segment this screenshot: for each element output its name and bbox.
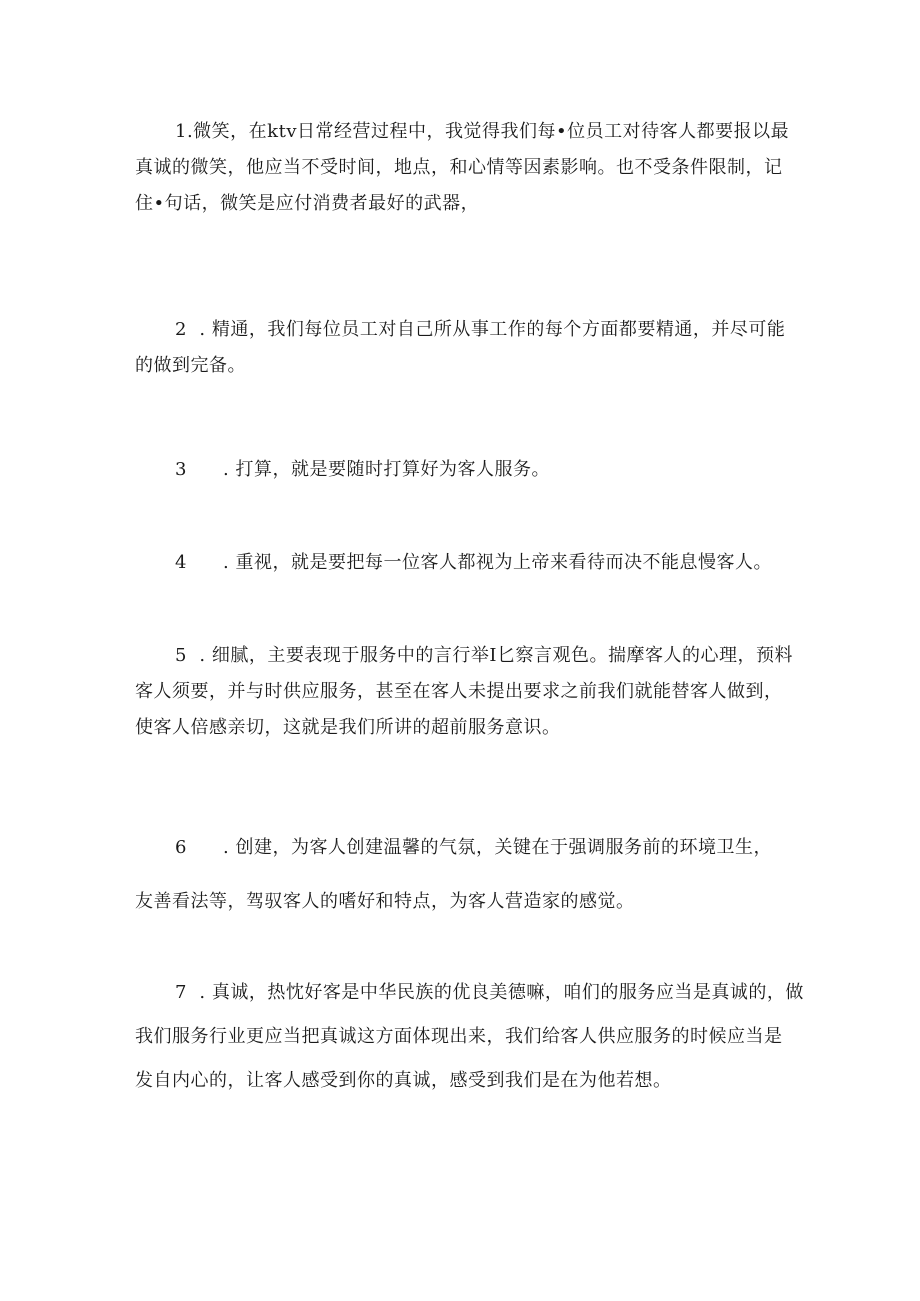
item-6-line-2: 友善看法等，驾驭客人的嗜好和特点，为客人营造家的感觉。 — [135, 891, 635, 912]
item-1-line-2: 真诚的微笑，他应当不受时间，地点，和心情等因素影响。也不受条件限制，记 — [135, 157, 783, 178]
list-item-5 — [135, 638, 795, 746]
list-item-4 — [135, 545, 795, 581]
item-3-line-1: . 打算，就是要随时打算好为客人服务。 — [223, 459, 550, 480]
item-4-number: 4 — [175, 552, 187, 573]
item-7-line-1: 7 . 真诚，热忱好客是中华民族的优良美德嘛，咱们的服务应当是真诚的，做 — [175, 982, 804, 1003]
item-7-line-2: 我们服务行业更应当把真诚这方面体现出来，我们给客人供应服务的时候应当是 — [135, 1026, 783, 1047]
item-1-line-3: 住•句话，微笑是应付消费者最好的武器， — [135, 193, 480, 214]
item-6-number: 6 — [175, 837, 187, 858]
item-4-line-1: . 重视，就是要把每一位客人都视为上帝来看待而决不能息慢客人。 — [223, 552, 772, 573]
item-2-line-2: 的做到完备。 — [135, 355, 246, 376]
list-item-3 — [135, 452, 795, 488]
list-item-2 — [135, 312, 795, 384]
list-item-1 — [135, 114, 795, 222]
item-5-line-2: 客人须要，并与时供应服务，甚至在客人未提出要求之前我们就能替客人做到， — [135, 681, 783, 702]
item-7-line-3: 发自内心的，让客人感受到你的真诚，感受到我们是在为他若想。 — [135, 1070, 672, 1091]
list-item-7 — [135, 975, 804, 1099]
list-item-6 — [135, 830, 795, 920]
item-5-line-1: 5 . 细腻，主要表现于服务中的言行举I匕察言观色。揣摩客人的心理，预料 — [175, 645, 793, 666]
item-3-number: 3 — [175, 459, 187, 480]
item-5-line-3: 使客人倍感亲切，这就是我们所讲的超前服务意识。 — [135, 717, 561, 738]
item-1-line-1: 1.微笑，在ktv日常经营过程中，我觉得我们每•位员工对待客人都要报以最 — [175, 121, 790, 142]
item-2-line-1: 2 . 精通，我们每位员工对自己所从事工作的每个方面都要精通，并尽可能 — [175, 319, 786, 340]
item-6-line-1: . 创建，为客人创建温馨的气氛，关键在于强调服务前的环境卫生， — [223, 837, 772, 858]
